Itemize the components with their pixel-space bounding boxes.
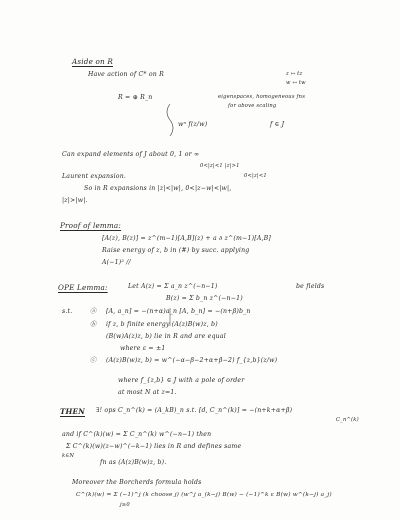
borcherds-formula: C^(k)(w) = Σ (−1)^j (k choose j) (w^j a_(k−j) B(w) − (−1)^k ε B(w) w^(k−j) a_j) <box>76 492 332 498</box>
map-w: w ↦ tw <box>286 80 306 86</box>
borcherds-index: j≥0 <box>120 502 130 508</box>
proof-line-3: A(−1)² // <box>102 259 131 266</box>
ope-line-1b: be fields <box>296 283 325 290</box>
action-line: Have action of C* on R <box>88 71 165 78</box>
proof-heading: Proof of lemma: <box>60 221 122 230</box>
condition-b-3: where ε = ±1 <box>120 345 166 352</box>
and-if-line: and if C^(k)(w) = Σ C_n^(k) w^(−n−1) then <box>62 431 212 438</box>
sum-index: k∈N <box>62 453 75 459</box>
proof-line-1: [A(z), B(z)] = z^(m−1)[A,B](z) + a ∂ z^(m−1)[A,B] <box>102 235 272 242</box>
laurent-line: Laurent expansion. <box>62 173 127 180</box>
moreover-line: Moreover the Borcherds formula holds <box>72 479 202 486</box>
in-j: f ∈ J <box>270 121 285 128</box>
so-in-line-2: |z|>|w|. <box>62 197 88 204</box>
condition-b-marker: ⓑ <box>90 321 97 328</box>
region-labels: 0<|z|<1 |z|>1 <box>200 163 240 169</box>
sum-line: Σ C^(k)(w)(z−w)^(−k−1) lies in R and defines same <box>66 443 242 450</box>
ope-heading: OPE Lemma: <box>58 283 108 292</box>
st-label: s.t. <box>62 308 73 315</box>
decomposition: R = ⊕ R_n <box>118 94 153 101</box>
ope-line-1: Let A(z) = Σ a_n z^(−n−1) <box>128 283 218 290</box>
fn-as-line: fn as (A(z)B(w)z, b). <box>100 459 167 466</box>
condition-a-marker: ⓐ <box>90 308 97 315</box>
condition-a: [A, a_n] = −(n+α)a_n [A, b_n] = −(n+β)b_n <box>106 308 251 315</box>
condition-b: if z, b finite energy (A(z)B(w)z, b) <box>106 321 218 328</box>
homog-function: wⁿ f(z/w) <box>178 121 208 128</box>
eigenspaces-note: eigenspaces, homogeneous fns <box>218 94 306 100</box>
condition-c-marker: ⓒ <box>90 357 97 364</box>
condition-c-3: at most N at z=1. <box>118 389 177 396</box>
expand-line: Can expand elements of J about 0, 1 or ∞ <box>62 151 200 158</box>
condition-c-2: where f_{z,b} ∈ J with a pole of order <box>118 377 245 384</box>
proof-line-2: Raise energy of z, b in (#) by succ. applying <box>102 247 250 254</box>
map-z: z ↦ tz <box>286 71 303 77</box>
condition-b-2: (B(w)A(z)z, b) lie in R and are equal <box>106 333 226 340</box>
then-line: ∃! ops C_n^(k) = (A_kB)_n s.t. [d, C_n^(k)] = −(n+k+α+β) <box>96 407 293 414</box>
condition-c: (A(z)B(w)z, b) = w^(−α−β−2+α+β−2) f_{z,b}(z/w) <box>106 357 278 364</box>
then-tail: C_n^(k) <box>336 417 359 423</box>
then-label: THEN <box>60 407 85 416</box>
brace-mark <box>167 104 173 136</box>
so-in-line: So in R expansions in |z|<|w|, 0<|z−w|<|w|, <box>84 185 232 192</box>
scaling-note: for above scaling <box>228 103 277 109</box>
region-labels-2: 0<|z|<1 <box>244 173 267 179</box>
ope-line-2: B(z) = Σ b_n z^(−n−1) <box>166 295 243 302</box>
aside-heading: Aside on R <box>72 57 113 66</box>
